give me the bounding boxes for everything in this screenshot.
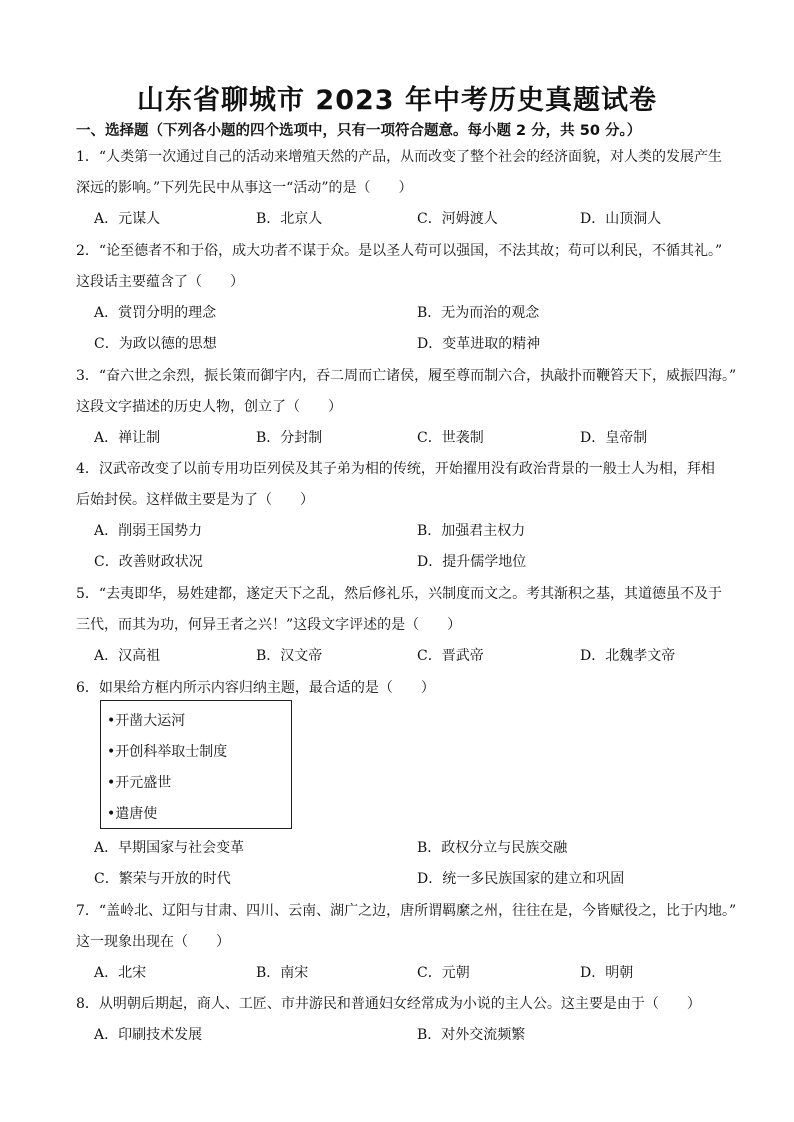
q8-option-b: B．对外交流频繁 bbox=[417, 1027, 526, 1043]
q5-option-c: C．晋武帝 bbox=[417, 648, 484, 664]
question-5-line-1: 5．“去夷即华，易姓建都，遂定天下之乱，然后修礼乐，兴制度而文之。考其渐积之基，其道德虽不及于 bbox=[76, 586, 723, 602]
q2-option-b: B．无为而治的观念 bbox=[417, 305, 540, 321]
section-heading: 一、选择题（下列各小题的四个选项中，只有一项符合题意。每小题 2 分，共 50 分。） bbox=[76, 123, 642, 139]
q1-option-b: B．北京人 bbox=[256, 211, 323, 227]
q4-option-d: D．提升儒学地位 bbox=[417, 554, 527, 570]
q4-option-a: A．削弱王国势力 bbox=[94, 523, 203, 539]
page-title: 山东省聊城市 2023 年中考历史真题试卷 bbox=[137, 85, 657, 116]
q8-option-a: A．印刷技术发展 bbox=[94, 1027, 203, 1043]
q3-option-b: B．分封制 bbox=[256, 430, 323, 446]
q2-option-a: A．赏罚分明的理念 bbox=[94, 305, 217, 321]
q7-option-d: D．明朝 bbox=[580, 965, 634, 981]
question-8-line-1: 8．从明朝后期起，商人、工匠、市井游民和普通妇女经常成为小说的主人公。这主要是由于（ ） bbox=[76, 996, 701, 1012]
q6-option-c: C．繁荣与开放的时代 bbox=[94, 871, 231, 887]
q7-option-b: B．南宋 bbox=[256, 965, 309, 981]
q5-option-b: B．汉文帝 bbox=[256, 648, 323, 664]
topic-box bbox=[100, 700, 292, 829]
question-6-line-1: 6．如果给方框内所示内容归纳主题，最合适的是（ ） bbox=[76, 680, 435, 696]
box-item: •开凿大运河 bbox=[107, 713, 186, 729]
q1-option-a: A．元谋人 bbox=[94, 211, 161, 227]
q3-option-a: A．禅让制 bbox=[94, 430, 161, 446]
q4-option-b: B．加强君主权力 bbox=[417, 523, 526, 539]
q7-option-a: A．北宋 bbox=[94, 965, 147, 981]
box-item: •开创科举取士制度 bbox=[107, 744, 228, 760]
q6-option-d: D．统一多民族国家的建立和巩固 bbox=[417, 871, 625, 887]
q5-option-a: A．汉高祖 bbox=[94, 648, 161, 664]
q6-option-a: A．早期国家与社会变革 bbox=[94, 840, 245, 856]
q3-option-d: D．皇帝制 bbox=[580, 430, 648, 446]
q7-option-c: C．元朝 bbox=[417, 965, 470, 981]
question-5-line-2: 三代，而其为功，何异王者之兴！”这段文字评述的是（ ） bbox=[76, 617, 462, 633]
question-2-line-2: 这段话主要蕴含了（ ） bbox=[76, 274, 244, 290]
q6-option-b: B．政权分立与民族交融 bbox=[417, 840, 568, 856]
question-4-line-2: 后始封侯。这样做主要是为了（ ） bbox=[76, 492, 314, 508]
q1-option-d: D．山顶洞人 bbox=[580, 211, 662, 227]
question-2-line-1: 2．“论至德者不和于俗，成大功者不谋于众。是以圣人苟可以强国，不法其故；苟可以利民，不循其礼。” bbox=[76, 243, 723, 259]
question-7-line-2: 这一现象出现在（ ） bbox=[76, 934, 230, 950]
q1-option-c: C．河姆渡人 bbox=[417, 211, 498, 227]
question-3-line-1: 3．“奋六世之余烈，振长策而御宇内，吞二周而亡诸侯，履至尊而制六合，执敲扑而鞭笞天下，威振四海。” bbox=[76, 368, 737, 384]
q2-option-c: C．为政以德的思想 bbox=[94, 336, 217, 352]
q5-option-d: D．北魏孝文帝 bbox=[580, 648, 676, 664]
q2-option-d: D．变革进取的精神 bbox=[417, 336, 541, 352]
box-item: •遣唐使 bbox=[107, 806, 158, 822]
q4-option-c: C．改善财政状况 bbox=[94, 554, 203, 570]
question-1-line-1: 1．“人类第一次通过自己的活动来增殖天然的产品，从而改变了整个社会的经济面貌，对人类的发展产生 bbox=[76, 149, 723, 165]
question-7-line-1: 7．“盖岭北、辽阳与甘肃、四川、云南、湖广之边，唐所谓羁縻之州，往往在是，今皆赋役之，比于内地。” bbox=[76, 903, 737, 919]
box-item: •开元盛世 bbox=[107, 775, 172, 791]
question-1-line-2: 深远的影响。”下列先民中从事这一“活动”的是（ ） bbox=[76, 180, 413, 196]
question-3-line-2: 这段文字描述的历史人物，创立了（ ） bbox=[76, 399, 342, 415]
question-4-line-1: 4．汉武帝改变了以前专用功臣列侯及其子弟为相的传统，开始擢用没有政治背景的一般士人为相，拜相 bbox=[76, 461, 715, 477]
q3-option-c: C．世袭制 bbox=[417, 430, 484, 446]
